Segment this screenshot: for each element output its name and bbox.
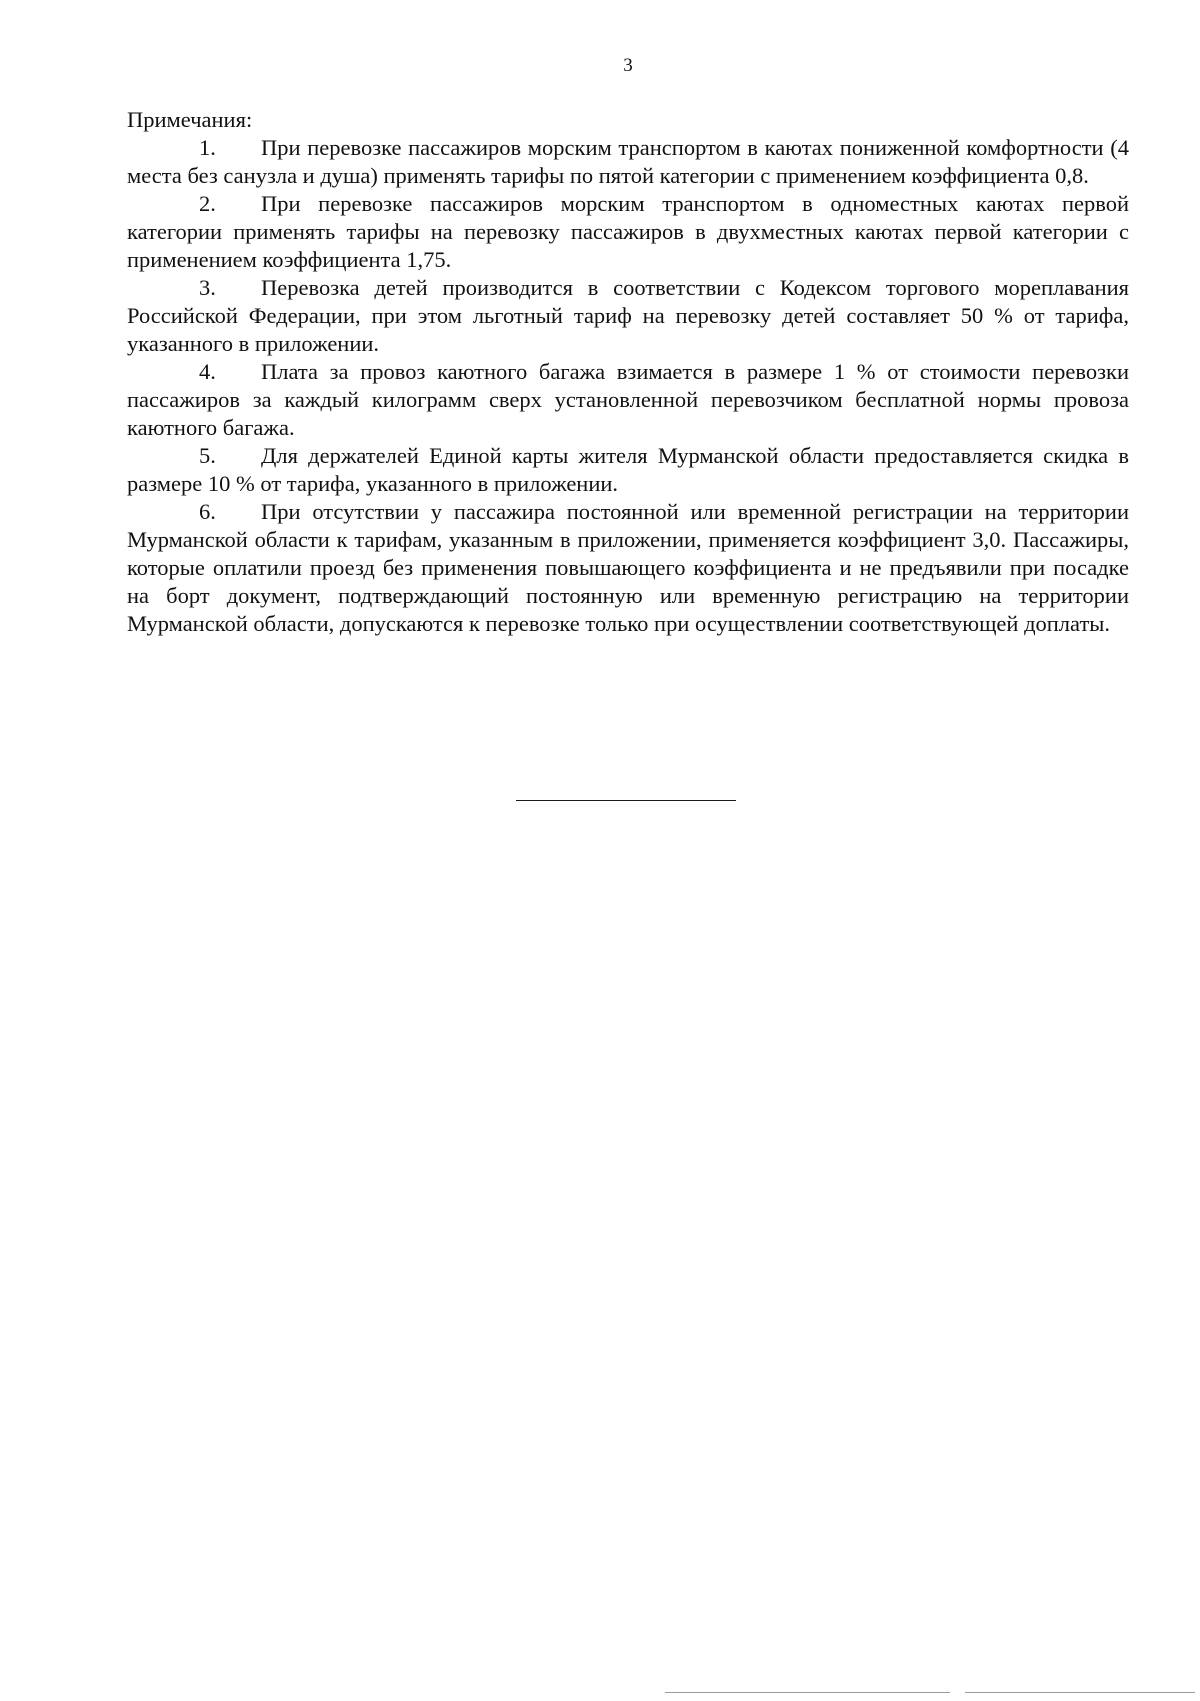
page-number: 3	[623, 55, 633, 76]
note-item	[127, 274, 1129, 358]
note-text: При перевозке пассажиров морским транспортом в каютах пониженной комфортности (4 места без санузла и душа) применять тарифы по пятой категории с применением коэффициента 0,8.	[127, 135, 1129, 188]
note-text: При отсутствии у пассажира постоянной или временной регистрации на территории Мурманской области к тарифам, указанным в приложении, применяется коэффициент 3,0. Пассажиры, которые оплатили проезд без применения повышающего коэффициента и не предъявили при посадке на борт документ, подтверждающий постоянную или временную регистрацию на территории Мурманской области, допускаются к перевозке только при осуществлении соответствующей доплаты.	[127, 499, 1129, 636]
scan-edge-line	[965, 1692, 1195, 1693]
note-text: Перевозка детей производится в соответствии с Кодексом торгового мореплавания Российской Федерации, при этом льготный тариф на перевозку детей составляет 50 % от тарифа, указанного в приложении.	[127, 275, 1129, 356]
note-text: При перевозке пассажиров морским транспортом в одноместных каютах первой категории применять тарифы на перевозку пассажиров в двухместных каютах первой категории с применением коэффициента 1,75.	[127, 191, 1129, 272]
scan-edge-line	[665, 1692, 950, 1693]
note-text: Плата за провоз каютного багажа взимается в размере 1 % от стоимости перевозки пассажиров за каждый килограмм сверх установленной перевозчиком бесплатной нормы провоза каютного багажа.	[127, 359, 1129, 440]
note-item	[127, 442, 1129, 498]
note-number: 3.	[199, 275, 216, 300]
note-number: 5.	[199, 443, 216, 468]
notes-section	[127, 106, 1129, 638]
end-of-document-rule	[516, 800, 736, 801]
note-text: Для держателей Единой карты жителя Мурманской области предоставляется скидка в размере 10 % от тарифа, указанного в приложении.	[127, 443, 1129, 496]
note-item	[127, 134, 1129, 190]
note-item	[127, 498, 1129, 638]
note-item	[127, 358, 1129, 442]
note-number: 1.	[199, 135, 216, 160]
note-number: 4.	[199, 359, 216, 384]
notes-title: Примечания:	[127, 107, 253, 132]
note-number: 2.	[199, 191, 216, 216]
note-number: 6.	[199, 499, 216, 524]
note-item	[127, 190, 1129, 274]
